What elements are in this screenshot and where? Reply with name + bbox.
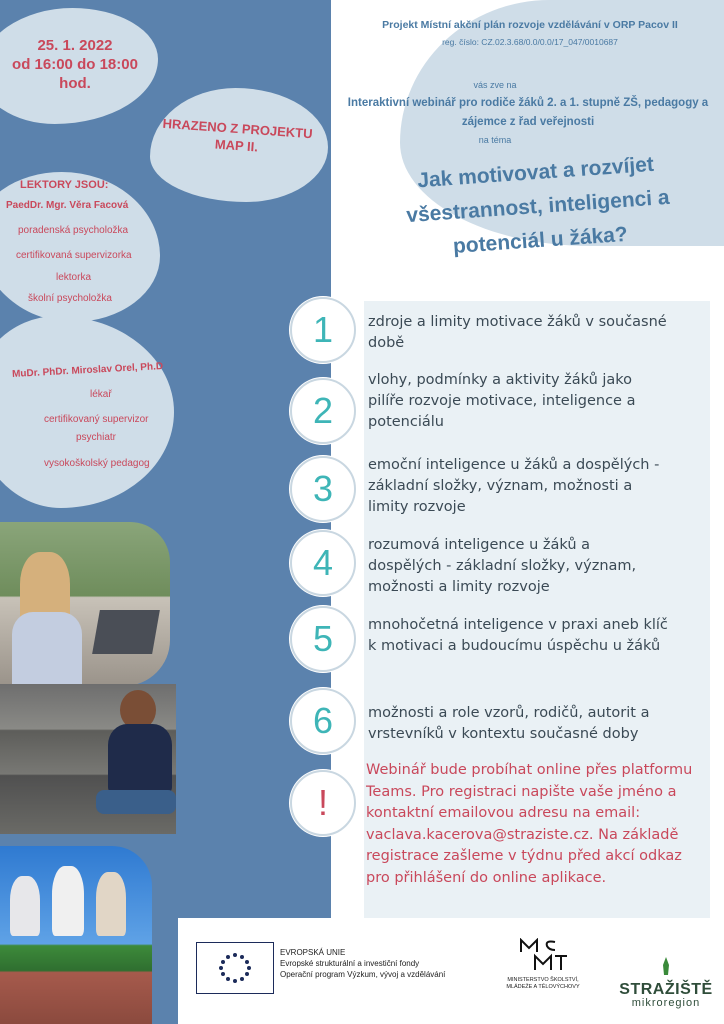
topic-number-circle: 5 (290, 606, 356, 672)
kid-2 (52, 866, 84, 936)
figure-body (108, 724, 172, 794)
figure-legs (96, 790, 176, 814)
kid-1 (10, 876, 40, 936)
eu-logo-text (280, 947, 445, 980)
project-title: Projekt Místní akční plán rozvoje vzdělávání v ORP Pacov II (382, 19, 678, 31)
topic-line: na téma (478, 135, 512, 145)
tower-icon (656, 956, 676, 976)
lecturer1-name: PaedDr. Mgr. Věra Facová (6, 200, 129, 211)
lecturer1-role: školní psycholožka (28, 293, 112, 304)
figure-body (12, 612, 82, 686)
lecturer2-role: vysokoškolský pedagog (44, 458, 150, 469)
funding-note: HRAZENO Z PROJEKTU MAP II. (162, 115, 314, 155)
msmt-mark-icon (515, 938, 571, 972)
straziste-sub: mikroregion (631, 997, 701, 1009)
eu-flag-icon (196, 942, 274, 994)
invite-line: vás zve na (473, 80, 517, 90)
lecturer2-role: lékař (90, 389, 112, 400)
lecturer1-role: certifikovaná supervizorka (16, 250, 132, 261)
webinar-description: Interaktivní webinář pro rodiče žáků 2. a 1. stupně ZŠ, pedagogy a zájemce z řad veřejnosti (347, 97, 709, 128)
eu-line2: Evropské strukturální a investiční fondy (280, 959, 420, 968)
kid-3 (96, 872, 126, 936)
eu-line3: Operační program Výzkum, vývoj a vzdělávání (280, 970, 446, 979)
topic-number-circle: 4 (290, 530, 356, 596)
topic-text: mnohočetná inteligence v praxi aneb klíč k motivaci a budoucímu úspěchu u žáků (368, 617, 668, 654)
photo-girl-laptop (0, 522, 170, 686)
warning-icon: ! (290, 770, 356, 836)
topic-number-circle: 3 (290, 456, 356, 522)
straziste-logo (618, 956, 714, 1009)
laptop (92, 610, 160, 654)
msmt-line1: MINISTERSTVO ŠKOLSTVÍ, (507, 977, 579, 983)
photo-boy-phone (0, 684, 176, 834)
topic-number-circle: 2 (290, 378, 356, 444)
event-date: 25. 1. 2022 (37, 37, 113, 54)
project-reg-number: reg. číslo: CZ.02.3.68/0.0/0.0/17_047/0010687 (442, 37, 618, 47)
main-title: Jak motivovat a rozvíjet všestrannost, inteligenci a potenciál u žáka? (405, 152, 671, 258)
topic-text: vlohy, podmínky a aktivity žáků jako pilíře rozvoje motivace, inteligence a potenciálu (368, 372, 636, 430)
topic-text: zdroje a limity motivace žáků v současné době (368, 314, 667, 351)
lecturer2-role: psychiatr (76, 432, 117, 443)
topic-text: rozumová inteligence u žáků a dospělých - základní složky, význam, možnosti a limity rozvoje (368, 537, 637, 595)
event-time: od 16:00 do 18:00 hod. (12, 56, 138, 92)
lecturer2-name: MuDr. PhDr. Miroslav Orel, Ph.D (11, 361, 164, 380)
topic-number-circle: 6 (290, 688, 356, 754)
eu-line1: EVROPSKÁ UNIE (280, 948, 346, 957)
topic-text: emoční inteligence u žáků a dospělých - základní složky, význam, možnosti a limity rozvoje (368, 457, 660, 515)
msmt-line2: MLÁDEŽE A TĚLOVÝCHOVY (506, 984, 580, 990)
lecturer1-role: lektorka (56, 272, 92, 283)
photo-kids-jumping (0, 846, 152, 1024)
registration-notice: Webinář bude probíhat online přes platformu Teams. Pro registraci napište vaše jméno a kontaktní emailovou adresu na email: vaclava.kacerova@straziste.cz. Na základě registrace zašleme v týdnu před akcí odkaz pro přihlášení do online aplikace. (366, 762, 693, 886)
lecturers-heading: LEKTORY JSOU: (20, 179, 109, 191)
topic-number-circle: 1 (290, 297, 356, 363)
lecturer1-role: poradenská psycholožka (18, 225, 129, 236)
topic-text: možnosti a role vzorů, rodičů, autorit a vrstevníků v kontextu současné doby (368, 705, 650, 742)
lecturer2-role: certifikovaný supervizor (44, 414, 149, 425)
msmt-logo (498, 938, 588, 991)
straziste-name: STRAŽIŠTĚ (619, 981, 713, 998)
event-date-time (0, 36, 150, 93)
